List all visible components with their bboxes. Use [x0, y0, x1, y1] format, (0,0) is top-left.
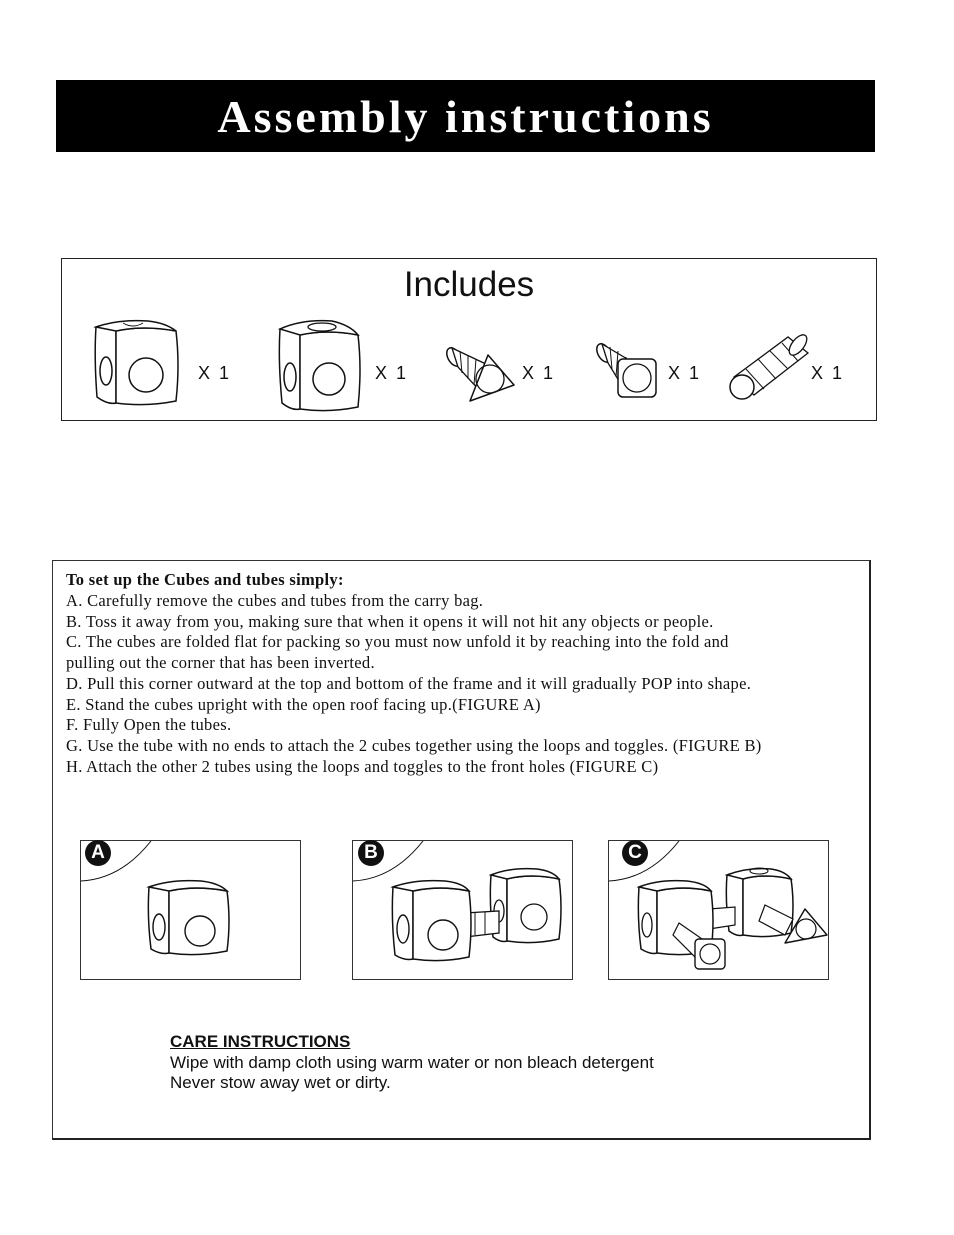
includes-panel — [61, 258, 877, 421]
page-title: Assembly instructions — [217, 90, 714, 142]
step-d: D. Pull this corner outward at the top and bottom of the frame and it will gradually POP into shape. — [66, 673, 752, 693]
item-2-qty: X 1 — [375, 363, 409, 383]
step-h: H. Attach the other 2 tubes using the loops and toggles to the front holes (FIGURE C) — [66, 756, 659, 776]
two-cubes-connected-figure-icon — [353, 841, 574, 981]
step-b: B. Toss it away from you, making sure that when it opens it will not hit any objects or people. — [66, 611, 714, 631]
care-line-1: Wipe with damp cloth using warm water or non bleach detergent — [170, 1052, 654, 1072]
figure-a-badge: A — [85, 840, 111, 866]
step-e: E. Stand the cubes upright with the open roof facing up.(FIGURE A) — [66, 694, 541, 714]
item-4-qty: X 1 — [668, 363, 702, 383]
item-1-qty: X 1 — [198, 363, 232, 383]
figure-c-badge: C — [622, 840, 648, 866]
figure-b-badge: B — [358, 840, 384, 866]
figure-b-panel — [352, 840, 573, 980]
step-c-continued: pulling out the corner that has been inverted. — [66, 653, 375, 673]
care-instructions — [170, 1032, 654, 1094]
title-banner — [56, 80, 875, 152]
item-5-qty: X 1 — [811, 363, 845, 383]
triangle-end-tube-icon — [440, 343, 520, 413]
single-cube-figure-icon — [81, 841, 302, 981]
step-a: A. Carefully remove the cubes and tubes from the carry bag. — [66, 591, 484, 610]
care-line-2: Never stow away wet or dirty. — [170, 1073, 391, 1092]
cube-icon — [88, 317, 184, 409]
step-f: F. Fully Open the tubes. — [66, 715, 232, 735]
figure-a-panel — [80, 840, 301, 980]
item-3-qty: X 1 — [522, 363, 556, 383]
cube-with-roof-icon — [272, 317, 368, 417]
setup-heading: To set up the Cubes and tubes simply: — [66, 570, 344, 589]
step-c: C. The cubes are folded flat for packing so you must now unfold it by reaching into the fold and — [66, 632, 729, 652]
step-g: G. Use the tube with no ends to attach the 2 cubes together using the loops and toggles. (FIGURE B) — [66, 735, 762, 755]
setup-steps — [66, 591, 871, 777]
care-title: CARE INSTRUCTIONS — [170, 1032, 351, 1051]
square-end-tube-icon — [590, 339, 670, 401]
includes-heading: Includes — [403, 265, 535, 304]
open-tube-icon — [720, 329, 816, 405]
